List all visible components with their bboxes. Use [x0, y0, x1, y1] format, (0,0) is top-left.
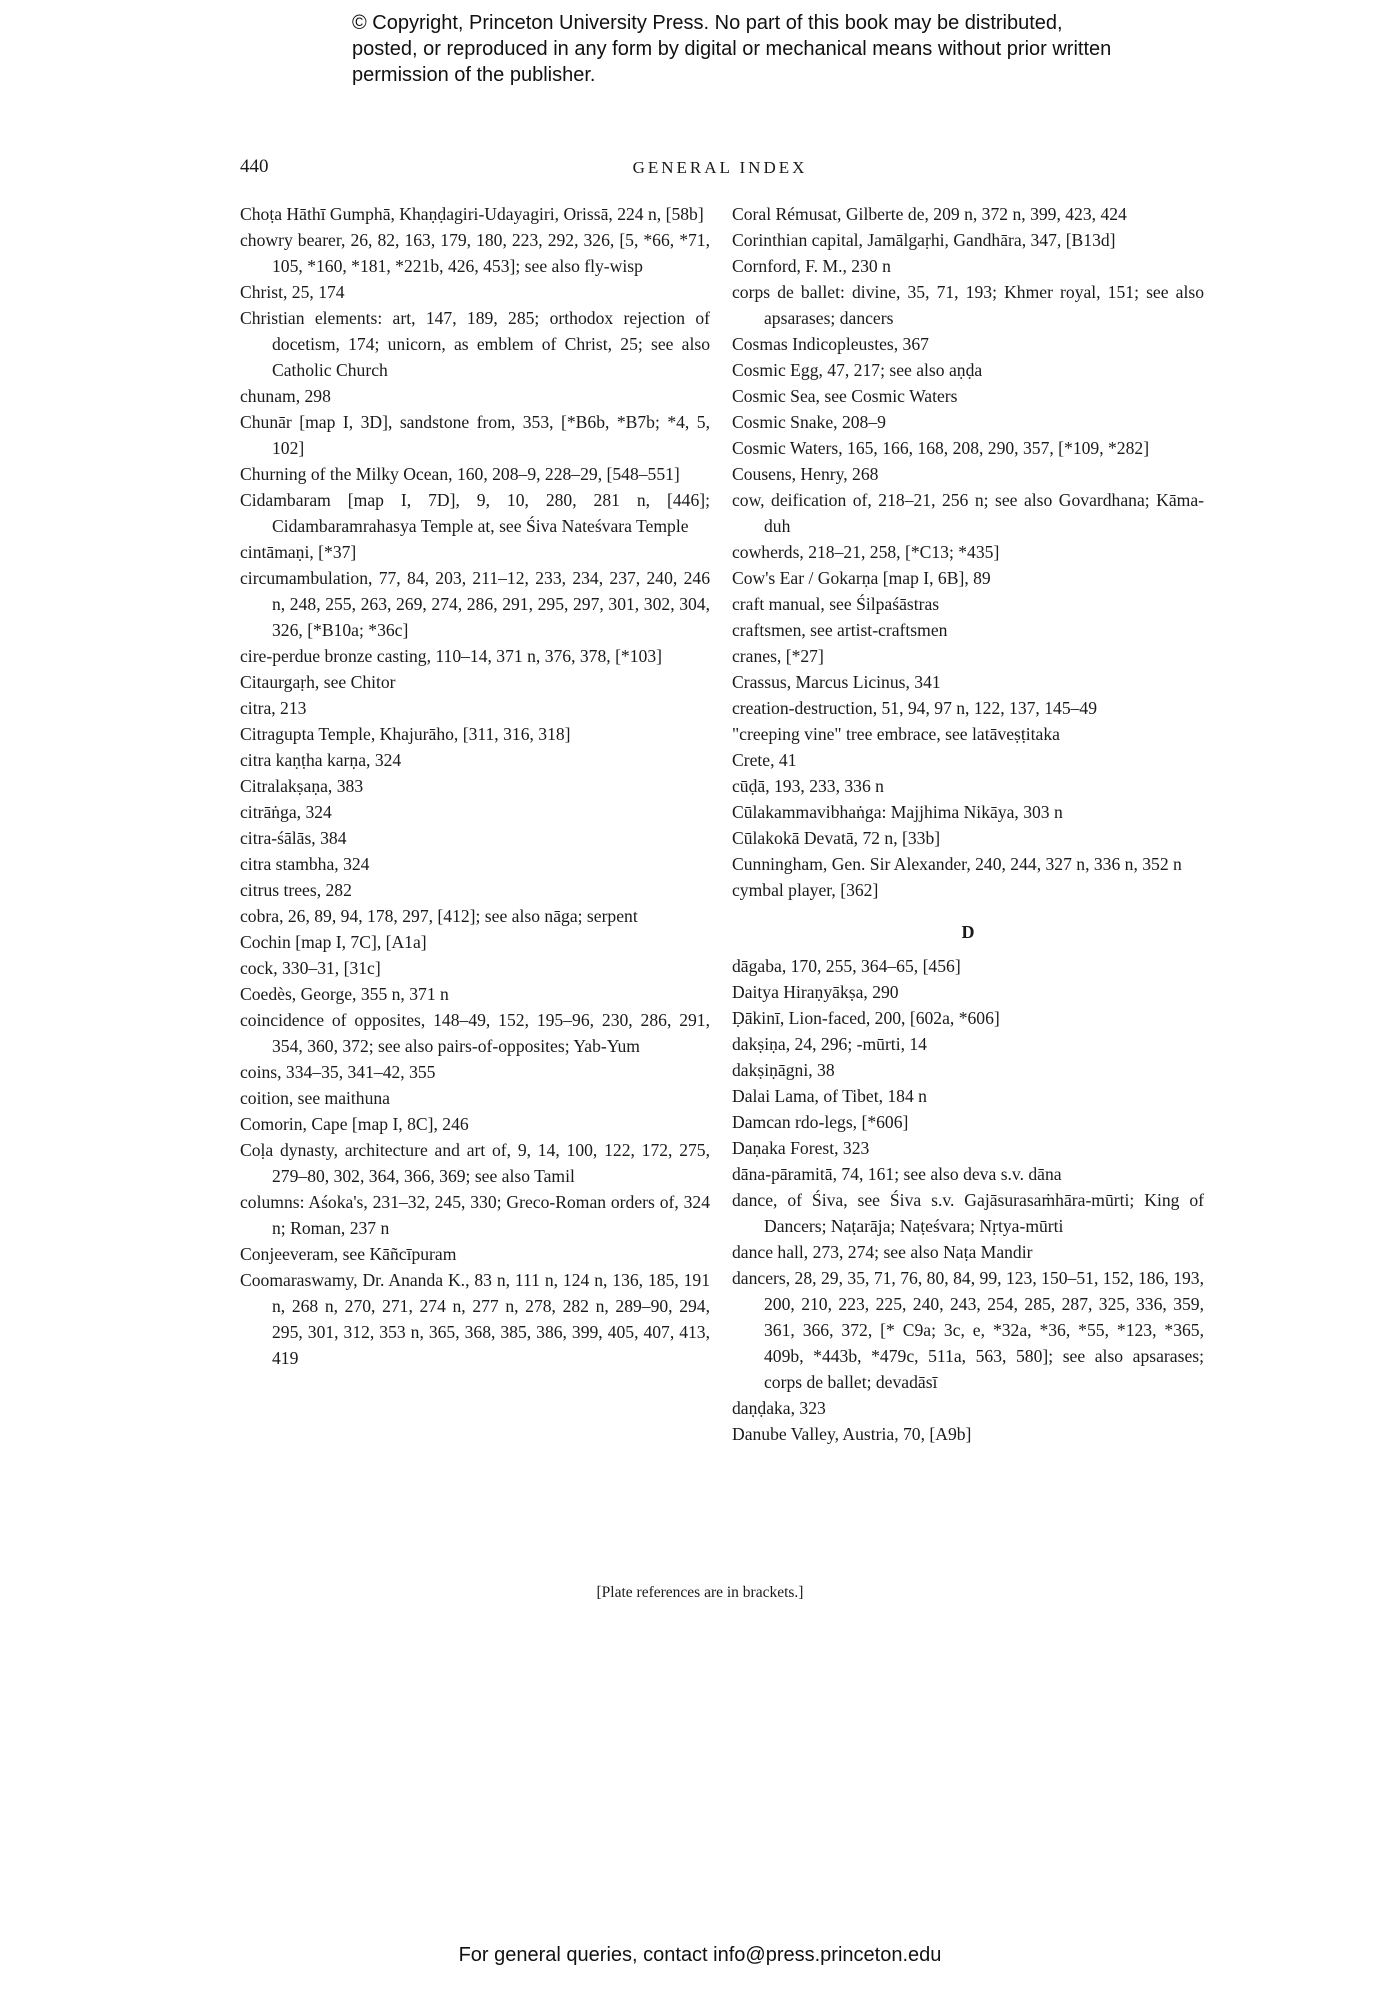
index-entry: Cunningham, Gen. Sir Alexander, 240, 244, 327 n, 336 n, 352 n — [732, 854, 1182, 874]
index-entry: Cow's Ear / Gokarṇa [map I, 6B], 89 — [732, 568, 991, 588]
index-entry: dancers, 28, 29, 35, 71, 76, 80, 84, 99, 123, 150–51, 152, 186, 193, 200, 210, 223, 225, 240, 243, 254, 285, 287, 325, 336, 359, 361, 366, 372, [* C9a; 3c, e, *32a, *36, *55, *123, *365, 409b, *443b, *479c, 511a, 563, 580]; see also apsarases; corps de ballet; devadāsī — [732, 1268, 1204, 1392]
index-entry: Cosmas Indicopleustes, 367 — [732, 334, 929, 354]
index-entry: Chunār [map I, 3D], sandstone from, 353, [*B6b, *B7b; *4, 5, 102] — [240, 412, 710, 458]
index-entry: dakṣiṇāgni, 38 — [732, 1060, 835, 1080]
index-entry: cow, deification of, 218–21, 256 n; see also Govardhana; Kāma-duh — [732, 490, 1204, 536]
index-entry: Cidambaram [map I, 7D], 9, 10, 280, 281 n, [446]; Cidambaramrahasya Temple at, see Śiva Nateśvara Temple — [240, 490, 710, 536]
index-entry: Cousens, Henry, 268 — [732, 464, 879, 484]
index-entry: Citaurgaṛh, see Chitor — [240, 672, 396, 692]
index-entry: Churning of the Milky Ocean, 160, 208–9, 228–29, [548–551] — [240, 464, 680, 484]
index-entry: dāgaba, 170, 255, 364–65, [456] — [732, 956, 961, 976]
index-entry: craft manual, see Śilpaśāstras — [732, 594, 940, 614]
index-entry: Comorin, Cape [map I, 8C], 246 — [240, 1114, 469, 1134]
index-entry: Dalai Lama, of Tibet, 184 n — [732, 1086, 927, 1106]
index-entry: Cosmic Snake, 208–9 — [732, 412, 886, 432]
index-entry: dance, of Śiva, see Śiva s.v. Gajāsurasaṁhāra-mūrti; King of Dancers; Naṭarāja; Naṭeśvara; Nṛtya-mūrti — [732, 1190, 1204, 1236]
index-entry: Citragupta Temple, Khajurāho, [311, 316, 318] — [240, 724, 571, 744]
index-entry: craftsmen, see artist-craftsmen — [732, 620, 948, 640]
index-entry: Cosmic Sea, see Cosmic Waters — [732, 386, 958, 406]
index-entry: chunam, 298 — [240, 386, 331, 406]
letter-heading-d: D — [961, 922, 975, 942]
index-column-right — [732, 201, 1204, 1447]
index-entry: circumambulation, 77, 84, 203, 211–12, 233, 234, 237, 240, 246 n, 248, 255, 263, 269, 274, 286, 291, 295, 297, 301, 302, 304, 326, [*B10a; *36c] — [240, 568, 710, 640]
index-entry: Crassus, Marcus Licinus, 341 — [732, 672, 941, 692]
index-entry: daṇḍaka, 323 — [732, 1398, 826, 1418]
index-entry: Daitya Hiraṇyākṣa, 290 — [732, 982, 899, 1002]
index-entry: cowherds, 218–21, 258, [*C13; *435] — [732, 542, 1000, 562]
index-entry: citrāṅga, 324 — [240, 802, 332, 822]
index-entry: dakṣiṇa, 24, 296; -mūrti, 14 — [732, 1034, 927, 1054]
index-entry: Crete, 41 — [732, 750, 797, 770]
index-entry: Daṇaka Forest, 323 — [732, 1138, 870, 1158]
index-entry: Cosmic Waters, 165, 166, 168, 208, 290, 357, [*109, *282] — [732, 438, 1150, 458]
index-entry: Cornford, F. M., 230 n — [732, 256, 891, 276]
index-entry: Cūlakammavibhaṅga: Majjhima Nikāya, 303 n — [732, 802, 1063, 822]
index-entry: Coedès, George, 355 n, 371 n — [240, 984, 449, 1004]
index-entry: "creeping vine" tree embrace, see latāveṣṭitaka — [732, 724, 1060, 744]
index-entry: chowry bearer, 26, 82, 163, 179, 180, 223, 292, 326, [5, *66, *71, 105, *160, *181, *221b, 426, 453]; see also fly-wisp — [240, 230, 710, 276]
index-entry: citra-śālās, 384 — [240, 828, 347, 848]
index-entry: Choṭa Hāthī Gumphā, Khaṇḍagiri-Udayagiri, Orissā, 224 n, [58b] — [240, 204, 704, 224]
index-entry: dance hall, 273, 274; see also Naṭa Mandir — [732, 1242, 1033, 1262]
index-entry: Corinthian capital, Jamālgaṛhi, Gandhāra, 347, [B13d] — [732, 230, 1116, 250]
index-entry: corps de ballet: divine, 35, 71, 193; Khmer royal, 151; see also apsarases; dancers — [732, 282, 1204, 328]
index-entry: cobra, 26, 89, 94, 178, 297, [412]; see also nāga; serpent — [240, 906, 638, 926]
index-entry: Christ, 25, 174 — [240, 282, 345, 302]
index-entry: citra kaṇṭha karṇa, 324 — [240, 750, 402, 770]
index-entry: Damcan rdo-legs, [*606] — [732, 1112, 909, 1132]
index-entry: cranes, [*27] — [732, 646, 824, 666]
index-entry: cock, 330–31, [31c] — [240, 958, 381, 978]
index-entry: Conjeeveram, see Kāñcīpuram — [240, 1244, 457, 1264]
index-entry: Ḍākinī, Lion-faced, 200, [602a, *606] — [732, 1008, 1000, 1028]
index-entry: citra, 213 — [240, 698, 307, 718]
index-entry: cūḍā, 193, 233, 336 n — [732, 776, 884, 796]
index-entry: creation-destruction, 51, 94, 97 n, 122, 137, 145–49 — [732, 698, 1098, 718]
index-entry: cintāmaṇi, [*37] — [240, 542, 357, 562]
index-entry: columns: Aśoka's, 231–32, 245, 330; Greco-Roman orders of, 324 n; Roman, 237 n — [240, 1192, 710, 1238]
index-entry: cymbal player, [362] — [732, 880, 879, 900]
index-entry: Coḷa dynasty, architecture and art of, 9, 14, 100, 122, 172, 275, 279–80, 302, 364, 366, 369; see also Tamil — [240, 1140, 710, 1186]
index-entries-d — [732, 953, 1204, 1447]
page-number: 440 — [240, 156, 269, 177]
index-entry: Danube Valley, Austria, 70, [A9b] — [732, 1424, 972, 1444]
copyright-notice: © Copyright, Princeton University Press. No part of this book may be distributed, posted, or reproduced in any form by digital or mechanical means without prior written permission of the publisher. — [352, 12, 1112, 86]
index-entry: Cochin [map I, 7C], [A1a] — [240, 932, 427, 952]
index-entry: coition, see maithuna — [240, 1088, 390, 1108]
index-entry: citra stambha, 324 — [240, 854, 370, 874]
plate-note: [Plate references are in brackets.] — [596, 1584, 804, 1601]
running-head: GENERAL INDEX — [632, 158, 808, 177]
index-entry: Coomaraswamy, Dr. Ananda K., 83 n, 111 n, 124 n, 136, 185, 191 n, 268 n, 270, 271, 274 n, 277 n, 278, 282 n, 289–90, 294, 295, 301, 312, 353 n, 365, 368, 385, 386, 399, 405, 407, 413, 419 — [240, 1270, 710, 1368]
index-entry: Coral Rémusat, Gilberte de, 209 n, 372 n, 399, 423, 424 — [732, 204, 1127, 224]
index-entry: cire-perdue bronze casting, 110–14, 371 n, 376, 378, [*103] — [240, 646, 662, 666]
index-entry: coins, 334–35, 341–42, 355 — [240, 1062, 436, 1082]
index-entry: Cūlakokā Devatā, 72 n, [33b] — [732, 828, 941, 848]
index-entry: dāna-pāramitā, 74, 161; see also deva s.v. dāna — [732, 1164, 1062, 1184]
index-entry: citrus trees, 282 — [240, 880, 352, 900]
index-entries-c — [732, 201, 1204, 903]
index-column-left — [240, 201, 710, 1371]
index-entry: coincidence of opposites, 148–49, 152, 195–96, 230, 286, 291, 354, 360, 372; see also pairs-of-opposites; Yab-Yum — [240, 1010, 710, 1056]
index-entry: Citralakṣaṇa, 383 — [240, 776, 364, 796]
index-entry: Christian elements: art, 147, 189, 285; orthodox rejection of docetism, 174; unicorn, as emblem of Christ, 25; see also Catholic Church — [240, 308, 710, 380]
footer-contact: For general queries, contact info@press.princeton.edu — [458, 1944, 942, 1966]
index-entry: Cosmic Egg, 47, 217; see also aṇḍa — [732, 360, 983, 380]
